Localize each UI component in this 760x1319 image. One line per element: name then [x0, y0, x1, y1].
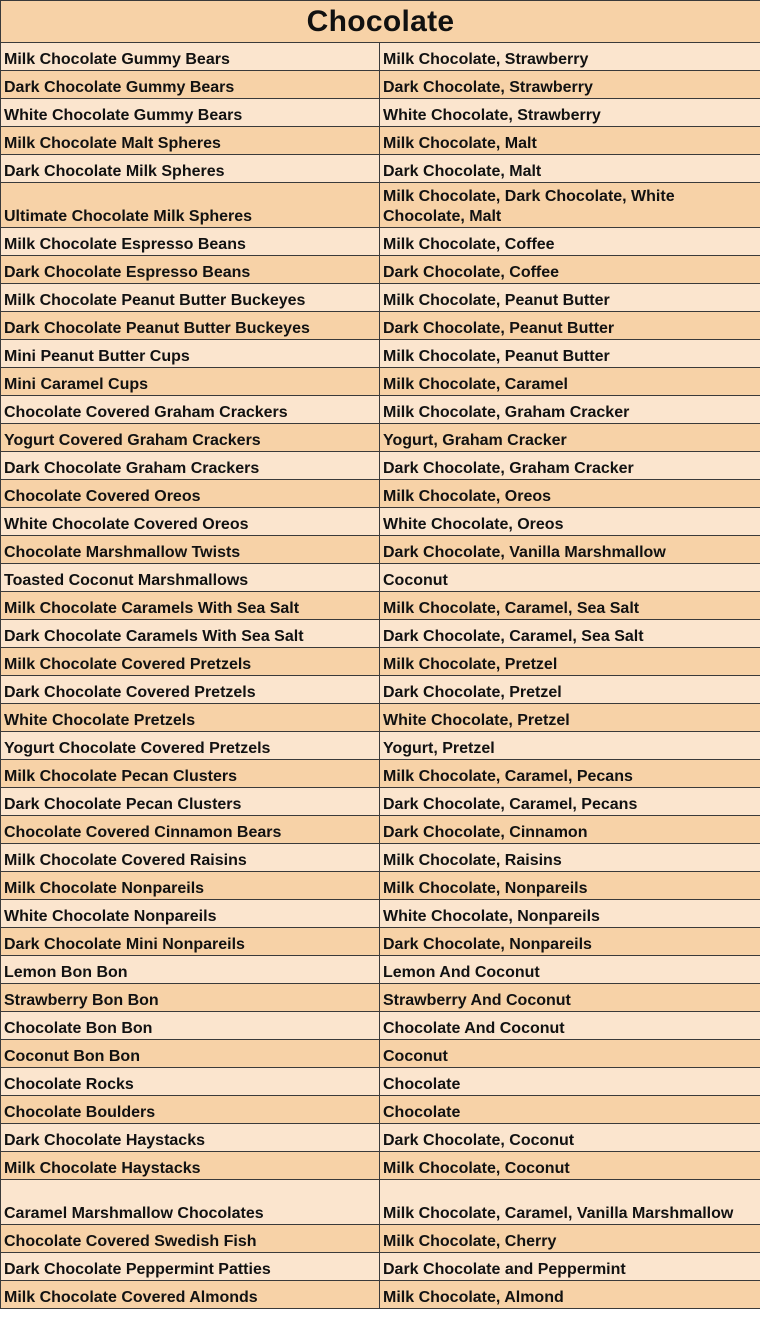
- table-row: [1, 424, 760, 452]
- ingredients-cell: Coconut: [380, 1040, 760, 1068]
- table-row: [1, 760, 760, 788]
- ingredients-cell: Dark Chocolate, Strawberry: [380, 71, 760, 99]
- table-row: [1, 480, 760, 508]
- ingredients-cell: Milk Chocolate, Caramel, Sea Salt: [380, 592, 760, 620]
- ingredients-cell: Dark Chocolate, Caramel, Pecans: [380, 788, 760, 816]
- ingredients-cell: Dark Chocolate, Graham Cracker: [380, 452, 760, 480]
- product-name-cell: Milk Chocolate Covered Raisins: [1, 844, 380, 872]
- ingredients-cell: White Chocolate, Pretzel: [380, 704, 760, 732]
- table-row: [1, 844, 760, 872]
- table-row: [1, 1281, 760, 1309]
- ingredients-cell: White Chocolate, Oreos: [380, 508, 760, 536]
- table-row: [1, 312, 760, 340]
- product-name-cell: Milk Chocolate Espresso Beans: [1, 228, 380, 256]
- product-name-cell: Yogurt Chocolate Covered Pretzels: [1, 732, 380, 760]
- table-row: [1, 788, 760, 816]
- ingredients-cell: Dark Chocolate and Peppermint: [380, 1253, 760, 1281]
- ingredients-cell: Chocolate And Coconut: [380, 1012, 760, 1040]
- table-row: [1, 228, 760, 256]
- table-row: [1, 1096, 760, 1124]
- ingredients-cell: Dark Chocolate, Peanut Butter: [380, 312, 760, 340]
- product-name-cell: Strawberry Bon Bon: [1, 984, 380, 1012]
- table-row: [1, 956, 760, 984]
- product-name-cell: Dark Chocolate Milk Spheres: [1, 155, 380, 183]
- table-row: [1, 732, 760, 760]
- product-name-cell: Dark Chocolate Graham Crackers: [1, 452, 380, 480]
- ingredients-cell: Dark Chocolate, Pretzel: [380, 676, 760, 704]
- ingredients-cell: Milk Chocolate, Cherry: [380, 1225, 760, 1253]
- product-name-cell: Mini Caramel Cups: [1, 368, 380, 396]
- product-name-cell: Coconut Bon Bon: [1, 1040, 380, 1068]
- ingredients-cell: Milk Chocolate, Caramel, Pecans: [380, 760, 760, 788]
- ingredients-cell: Milk Chocolate, Almond: [380, 1281, 760, 1309]
- product-name-cell: Dark Chocolate Peppermint Patties: [1, 1253, 380, 1281]
- product-name-cell: Dark Chocolate Gummy Bears: [1, 71, 380, 99]
- ingredients-cell: Chocolate: [380, 1068, 760, 1096]
- table-row: [1, 1253, 760, 1281]
- table-row: [1, 183, 760, 228]
- ingredients-cell: Dark Chocolate, Vanilla Marshmallow: [380, 536, 760, 564]
- ingredients-cell: Dark Chocolate, Coconut: [380, 1124, 760, 1152]
- product-name-cell: Milk Chocolate Peanut Butter Buckeyes: [1, 284, 380, 312]
- table-row: [1, 1124, 760, 1152]
- product-name-cell: Dark Chocolate Caramels With Sea Salt: [1, 620, 380, 648]
- ingredients-cell: Milk Chocolate, Pretzel: [380, 648, 760, 676]
- ingredients-cell: Milk Chocolate, Peanut Butter: [380, 340, 760, 368]
- product-name-cell: White Chocolate Pretzels: [1, 704, 380, 732]
- product-name-cell: Chocolate Marshmallow Twists: [1, 536, 380, 564]
- ingredients-cell: Strawberry And Coconut: [380, 984, 760, 1012]
- table-row: [1, 900, 760, 928]
- ingredients-cell: Milk Chocolate, Coffee: [380, 228, 760, 256]
- table-row: [1, 396, 760, 424]
- product-name-cell: Mini Peanut Butter Cups: [1, 340, 380, 368]
- table-row: [1, 648, 760, 676]
- ingredients-cell: Milk Chocolate, Caramel: [380, 368, 760, 396]
- ingredients-cell: Milk Chocolate, Peanut Butter: [380, 284, 760, 312]
- product-name-cell: Dark Chocolate Mini Nonpareils: [1, 928, 380, 956]
- product-name-cell: Chocolate Rocks: [1, 1068, 380, 1096]
- product-name-cell: Milk Chocolate Haystacks: [1, 1152, 380, 1180]
- table-row: [1, 928, 760, 956]
- table-row: [1, 43, 760, 71]
- ingredients-cell: Dark Chocolate, Malt: [380, 155, 760, 183]
- table-row: [1, 592, 760, 620]
- product-name-cell: White Chocolate Nonpareils: [1, 900, 380, 928]
- ingredients-cell: Milk Chocolate, Strawberry: [380, 43, 760, 71]
- table-row: [1, 1225, 760, 1253]
- ingredients-cell: Milk Chocolate, Malt: [380, 127, 760, 155]
- ingredients-cell: Chocolate: [380, 1096, 760, 1124]
- product-name-cell: Milk Chocolate Malt Spheres: [1, 127, 380, 155]
- ingredients-cell: Milk Chocolate, Nonpareils: [380, 872, 760, 900]
- product-name-cell: Milk Chocolate Caramels With Sea Salt: [1, 592, 380, 620]
- ingredients-cell: Coconut: [380, 564, 760, 592]
- table-row: [1, 99, 760, 127]
- ingredients-cell: Milk Chocolate, Raisins: [380, 844, 760, 872]
- product-name-cell: Chocolate Covered Cinnamon Bears: [1, 816, 380, 844]
- table-row: [1, 368, 760, 396]
- product-name-cell: Chocolate Bon Bon: [1, 1012, 380, 1040]
- product-name-cell: Dark Chocolate Pecan Clusters: [1, 788, 380, 816]
- product-name-cell: Yogurt Covered Graham Crackers: [1, 424, 380, 452]
- table-row: [1, 71, 760, 99]
- table-row: [1, 564, 760, 592]
- table-body: [1, 43, 760, 1309]
- table-row: [1, 872, 760, 900]
- table-row: [1, 1152, 760, 1180]
- product-name-cell: Dark Chocolate Espresso Beans: [1, 256, 380, 284]
- product-name-cell: Milk Chocolate Gummy Bears: [1, 43, 380, 71]
- table-row: [1, 340, 760, 368]
- ingredients-cell: Milk Chocolate, Coconut: [380, 1152, 760, 1180]
- table-row: [1, 704, 760, 732]
- table-row: [1, 620, 760, 648]
- ingredients-cell: Yogurt, Pretzel: [380, 732, 760, 760]
- product-name-cell: Ultimate Chocolate Milk Spheres: [1, 183, 380, 228]
- table-row: [1, 508, 760, 536]
- table-row: [1, 676, 760, 704]
- product-name-cell: Lemon Bon Bon: [1, 956, 380, 984]
- ingredients-cell: Milk Chocolate, Caramel, Vanilla Marshmallow: [380, 1180, 760, 1225]
- product-name-cell: Milk Chocolate Covered Pretzels: [1, 648, 380, 676]
- ingredients-cell: Milk Chocolate, Oreos: [380, 480, 760, 508]
- table-row: [1, 127, 760, 155]
- product-name-cell: Chocolate Covered Graham Crackers: [1, 396, 380, 424]
- ingredients-cell: Dark Chocolate, Nonpareils: [380, 928, 760, 956]
- ingredients-cell: White Chocolate, Strawberry: [380, 99, 760, 127]
- ingredients-cell: Yogurt, Graham Cracker: [380, 424, 760, 452]
- title-row: [1, 1, 760, 43]
- product-name-cell: Dark Chocolate Covered Pretzels: [1, 676, 380, 704]
- product-name-cell: Milk Chocolate Covered Almonds: [1, 1281, 380, 1309]
- ingredients-cell: Dark Chocolate, Cinnamon: [380, 816, 760, 844]
- ingredients-cell: Dark Chocolate, Caramel, Sea Salt: [380, 620, 760, 648]
- table-row: [1, 1068, 760, 1096]
- product-name-cell: Dark Chocolate Haystacks: [1, 1124, 380, 1152]
- ingredients-cell: Milk Chocolate, Dark Chocolate, White Chocolate, Malt: [380, 183, 760, 228]
- product-name-cell: Chocolate Boulders: [1, 1096, 380, 1124]
- product-name-cell: Milk Chocolate Pecan Clusters: [1, 760, 380, 788]
- table-row: [1, 452, 760, 480]
- product-name-cell: Chocolate Covered Swedish Fish: [1, 1225, 380, 1253]
- product-name-cell: Chocolate Covered Oreos: [1, 480, 380, 508]
- ingredients-cell: Lemon And Coconut: [380, 956, 760, 984]
- table-row: [1, 284, 760, 312]
- table-row: [1, 256, 760, 284]
- product-name-cell: Caramel Marshmallow Chocolates: [1, 1180, 380, 1225]
- table-row: [1, 984, 760, 1012]
- ingredients-cell: Dark Chocolate, Coffee: [380, 256, 760, 284]
- table-row: [1, 536, 760, 564]
- product-name-cell: Dark Chocolate Peanut Butter Buckeyes: [1, 312, 380, 340]
- table-row: [1, 1012, 760, 1040]
- table-row: [1, 1040, 760, 1068]
- ingredients-cell: White Chocolate, Nonpareils: [380, 900, 760, 928]
- ingredients-cell: Milk Chocolate, Graham Cracker: [380, 396, 760, 424]
- product-name-cell: Milk Chocolate Nonpareils: [1, 872, 380, 900]
- product-name-cell: White Chocolate Gummy Bears: [1, 99, 380, 127]
- table-row: [1, 1180, 760, 1225]
- table-row: [1, 816, 760, 844]
- table-title: Chocolate: [1, 1, 760, 43]
- table-row: [1, 155, 760, 183]
- product-name-cell: Toasted Coconut Marshmallows: [1, 564, 380, 592]
- product-name-cell: White Chocolate Covered Oreos: [1, 508, 380, 536]
